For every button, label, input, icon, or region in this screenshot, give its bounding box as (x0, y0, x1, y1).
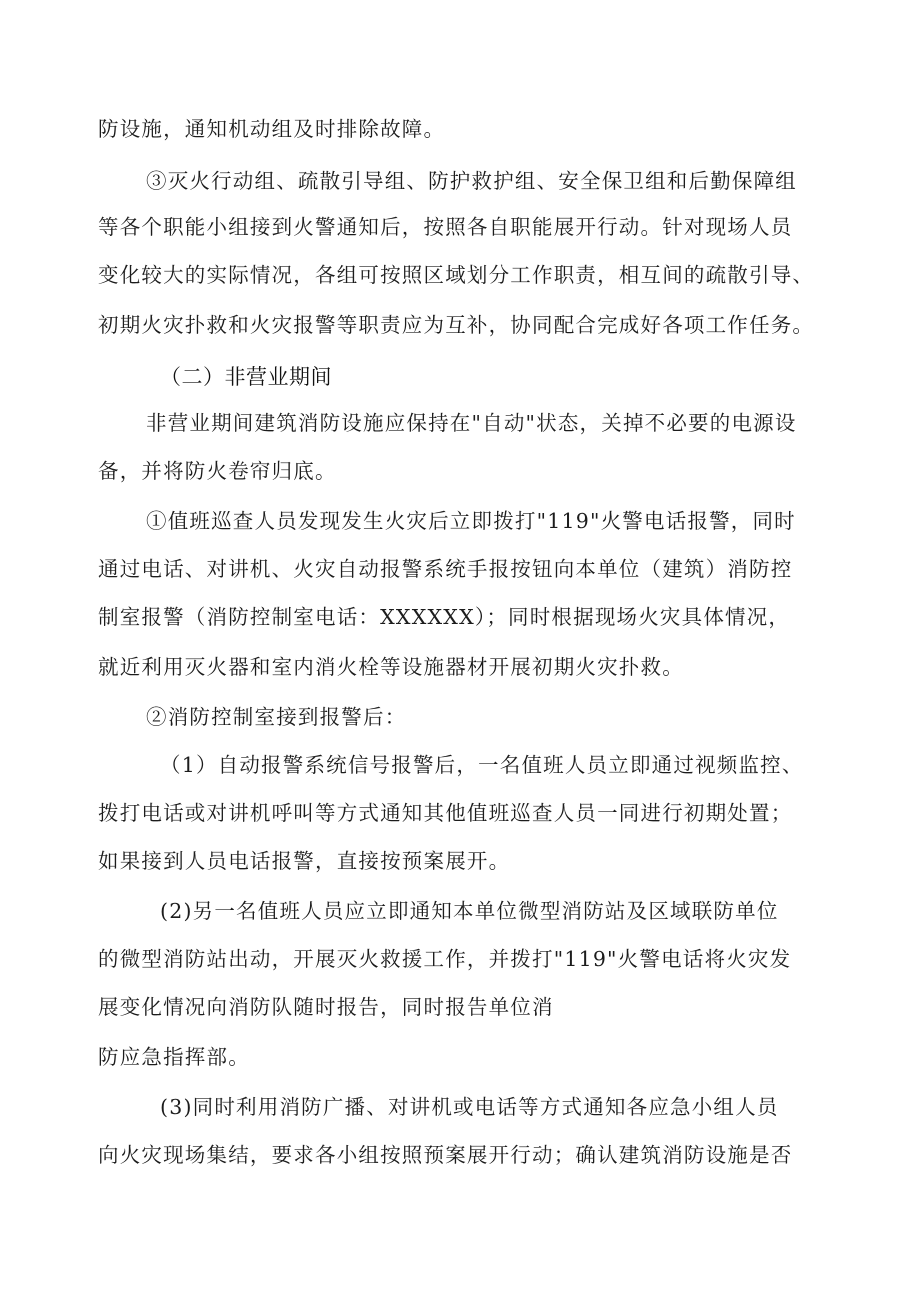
text-line: ②消防控制室接到报警后： (146, 705, 407, 729)
text-line: 变化较大的实际情况，各组可按照区域划分工作职责，相互间的疏散引导、 (98, 263, 815, 287)
text-line: 备，并将防火卷帘归底。 (98, 459, 337, 483)
text-line: 拨打电话或对讲机呼叫等方式通知其他值班巡查人员一同进行初期处置； (98, 801, 793, 825)
text-line: 如果接到人员电话报警，直接按预案展开。 (98, 849, 511, 873)
text-line: 通过电话、对讲机、火灾自动报警系统手报按钮向本单位（建筑）消防控 (98, 557, 793, 581)
text-line: 防应急指挥部。 (98, 1045, 250, 1069)
text-line: (3)同时利用消防广播、对讲机或电话等方式通知各应急小组人员 (160, 1095, 779, 1119)
text-line: 等各个职能小组接到火警通知后，按照各自职能展开行动。针对现场人员 (98, 215, 793, 239)
text-line: 的微型消防站出动，开展灭火救援工作，并拨打"119"火警电话将火灾发 (98, 947, 792, 971)
text-line: 向火灾现场集结，要求各小组按照预案展开行动；确认建筑消防设施是否 (98, 1143, 793, 1167)
text-line: （1）自动报警系统信号报警后，一名值班人员立即通过视频监控、 (160, 753, 804, 777)
text-line: 就近利用灭火器和室内消火栓等设施器材开展初期火灾扑救。 (98, 655, 684, 679)
text-line: ③灭火行动组、疏散引导组、防护救护组、安全保卫组和后勤保障组 (146, 169, 797, 193)
section-heading: （二）非营业期间 (160, 365, 332, 389)
text-line: 防设施，通知机动组及时排除故障。 (98, 117, 446, 141)
text-line: 展变化情况向消防队随时报告，同时报告单位消 (98, 995, 554, 1019)
text-line: 制室报警（消防控制室电话：XXXXXX）；同时根据现场火灾具体情况， (98, 605, 791, 629)
text-line: 非营业期间建筑消防设施应保持在"自动"状态，关掉不必要的电源设 (146, 411, 797, 435)
text-line: (2)另一名值班人员应立即通知本单位微型消防站及区域联防单位 (160, 899, 779, 923)
text-line: ①值班巡查人员发现发生火灾后立即拨打"119"火警电话报警，同时 (146, 509, 796, 533)
text-line: 初期火灾扑救和火灾报警等职责应为互补，协同配合完成好各项工作任务。 (98, 313, 815, 337)
